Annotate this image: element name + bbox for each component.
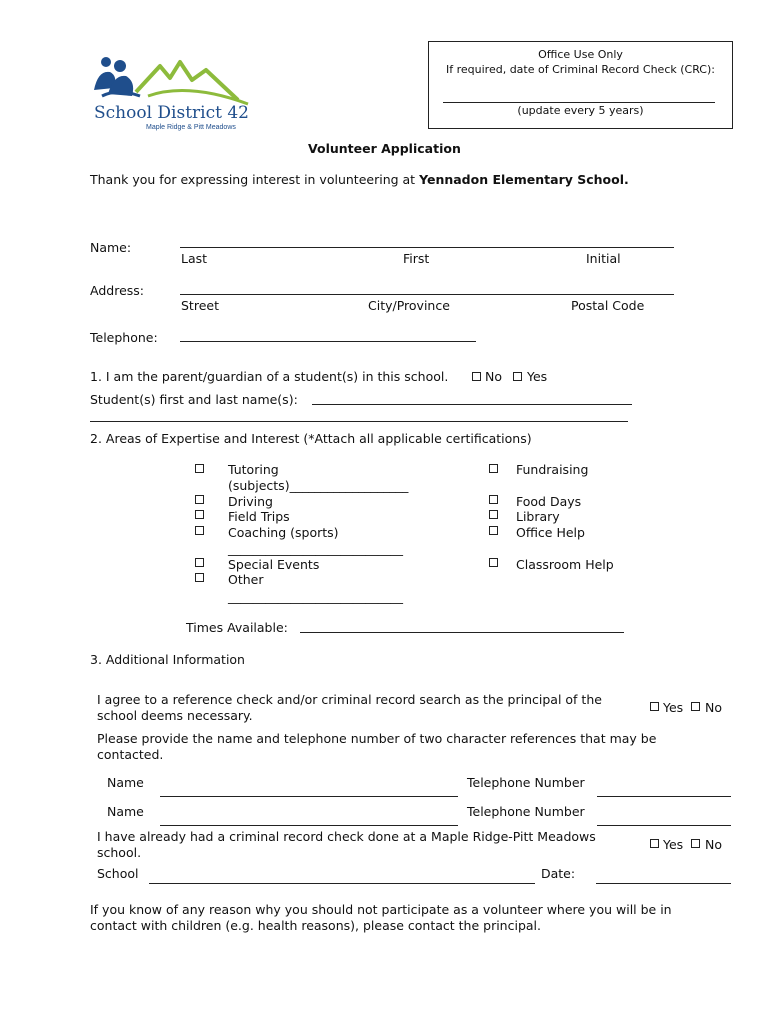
ref2-phone-label: Telephone Number <box>467 804 585 819</box>
section2-title: 2. Areas of Expertise and Interest (*Attach all applicable certifications) <box>90 431 532 446</box>
page-title: Volunteer Application <box>308 141 461 156</box>
agree-yes-label: Yes <box>663 700 684 715</box>
field-trips-checkbox[interactable] <box>195 510 204 519</box>
office-use-update-note: (update every 5 years) <box>517 104 644 117</box>
special-events-checkbox[interactable] <box>195 558 204 567</box>
classroom-help-checkbox[interactable] <box>489 558 498 567</box>
parent-yes-checkbox[interactable] <box>513 372 522 381</box>
name-label: Name: <box>90 240 132 255</box>
other-label: Other <box>228 572 264 587</box>
parent-no-label: No <box>485 369 502 384</box>
school-name: Yennadon Elementary School. <box>419 172 629 187</box>
refs-text-1: Please provide the name and telephone number of two character references that may be <box>97 731 657 746</box>
times-available-label: Times Available: <box>186 620 288 635</box>
intro-prefix: Thank you for expressing interest in volunteering at <box>90 172 420 187</box>
crc-no-label: No <box>705 837 722 852</box>
parent-no-checkbox[interactable] <box>472 372 481 381</box>
tutoring-label: Tutoring <box>228 462 279 477</box>
crc-yes-checkbox[interactable] <box>650 839 659 848</box>
tutoring-checkbox[interactable] <box>195 464 204 473</box>
crc-yes-label: Yes <box>663 837 684 852</box>
ref2-name-field[interactable] <box>160 825 458 826</box>
logo-subtitle: Maple Ridge & Pitt Meadows <box>146 124 236 131</box>
agree-no-label: No <box>705 700 722 715</box>
students-label: Student(s) first and last name(s): <box>90 392 298 407</box>
food-days-checkbox[interactable] <box>489 495 498 504</box>
office-help-checkbox[interactable] <box>489 526 498 535</box>
address-part-city: City/Province <box>368 298 450 313</box>
school-label: School <box>97 866 139 881</box>
logo-name: School District 42 <box>94 103 250 123</box>
agree-text-2: school deems necessary. <box>97 708 253 723</box>
intro-text <box>90 172 629 187</box>
address-part-postal: Postal Code <box>571 298 645 313</box>
parent-question: 1. I am the parent/guardian of a student(s) in this school. <box>90 369 449 384</box>
coaching-checkbox[interactable] <box>195 526 204 535</box>
library-label: Library <box>516 509 560 524</box>
school-district-logo <box>88 52 258 132</box>
agree-text-1: I agree to a reference check and/or criminal record search as the principal of the <box>97 692 602 707</box>
coaching-label: Coaching (sports) <box>228 525 339 540</box>
name-part-first: First <box>403 251 430 266</box>
office-use-title: Office Use Only <box>538 48 623 61</box>
fundraising-checkbox[interactable] <box>489 464 498 473</box>
driving-checkbox[interactable] <box>195 495 204 504</box>
ref1-name-field[interactable] <box>160 796 458 797</box>
crc-text-2: school. <box>97 845 142 860</box>
times-available-field[interactable] <box>300 632 624 633</box>
ref2-phone-field[interactable] <box>597 825 731 826</box>
refs-text-2: contacted. <box>97 747 164 762</box>
ref1-phone-field[interactable] <box>597 796 731 797</box>
special-events-label: Special Events <box>228 557 320 572</box>
address-label: Address: <box>90 283 144 298</box>
footer-text-2: contact with children (e.g. health reasons), please contact the principal. <box>90 918 541 933</box>
agree-yes-checkbox[interactable] <box>650 702 659 711</box>
agree-no-checkbox[interactable] <box>691 702 700 711</box>
address-field[interactable] <box>180 294 674 295</box>
crc-text-1: I have already had a criminal record check done at a Maple Ridge-Pitt Meadows <box>97 829 596 844</box>
footer-text-1: If you know of any reason why you should not participate as a volunteer where you will be in <box>90 902 672 917</box>
food-days-label: Food Days <box>516 494 582 509</box>
other-checkbox[interactable] <box>195 573 204 582</box>
tutoring-subjects-field[interactable]: (subjects)___________________ <box>228 478 409 493</box>
driving-label: Driving <box>228 494 273 509</box>
name-part-last: Last <box>181 251 208 266</box>
field-trips-label: Field Trips <box>228 509 290 524</box>
office-help-label: Office Help <box>516 525 585 540</box>
school-field[interactable] <box>149 883 535 884</box>
date-field[interactable] <box>596 883 731 884</box>
name-field[interactable] <box>180 247 674 248</box>
ref1-name-label: Name <box>107 775 144 790</box>
classroom-help-label: Classroom Help <box>516 557 614 572</box>
other-field[interactable]: ____________________________ <box>228 589 403 604</box>
telephone-label: Telephone: <box>90 330 158 345</box>
crc-date-field[interactable] <box>443 102 715 103</box>
telephone-field[interactable] <box>180 341 476 342</box>
office-use-crc-label: If required, date of Criminal Record Check (CRC): <box>446 63 715 76</box>
office-use-box <box>428 41 733 129</box>
section3-title: 3. Additional Information <box>90 652 245 667</box>
name-part-initial: Initial <box>586 251 621 266</box>
date-label: Date: <box>541 866 576 881</box>
ref2-name-label: Name <box>107 804 144 819</box>
ref1-phone-label: Telephone Number <box>467 775 585 790</box>
library-checkbox[interactable] <box>489 510 498 519</box>
parent-yes-label: Yes <box>527 369 548 384</box>
students-field-2[interactable] <box>90 421 628 422</box>
coaching-sports-field[interactable]: ____________________________ <box>228 541 403 556</box>
fundraising-label: Fundraising <box>516 462 589 477</box>
crc-no-checkbox[interactable] <box>691 839 700 848</box>
students-field[interactable] <box>312 404 632 405</box>
address-part-street: Street <box>181 298 219 313</box>
